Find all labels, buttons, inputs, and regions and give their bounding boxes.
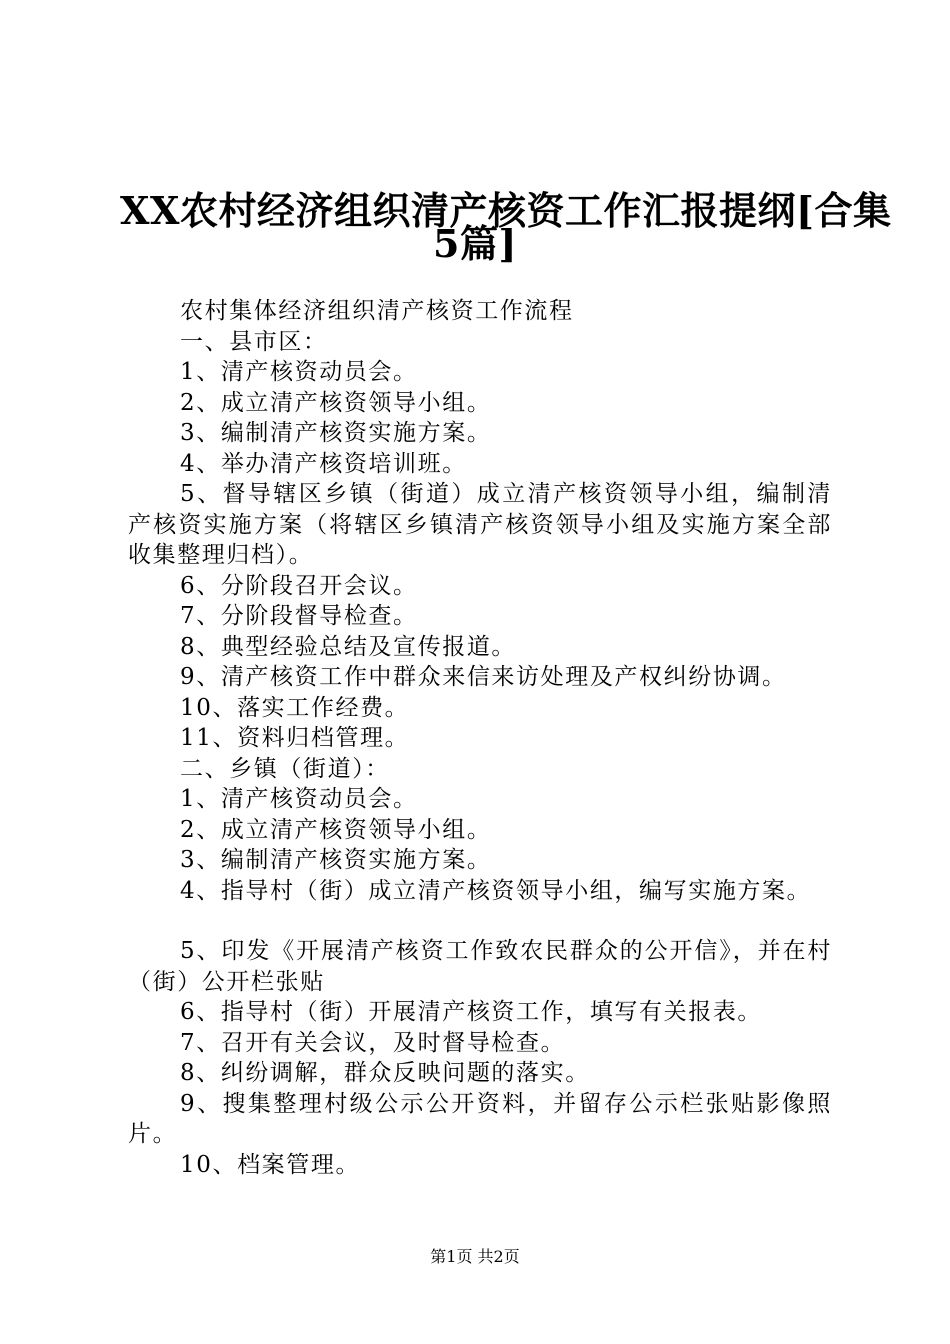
list-item: 6、指导村（街）开展清产核资工作，填写有关报表。 xyxy=(180,999,763,1025)
list-item: 11、资料归档管理。 xyxy=(180,725,410,751)
page-footer-indicator: 第1页 共2页 xyxy=(430,1247,520,1266)
list-item: 8、典型经验总结及宣传报道。 xyxy=(180,633,517,660)
list-item: 1、清产核资动员会。 xyxy=(180,359,418,385)
document-title-line-1: XX农村经济组织清产核资工作汇报提纲[合集 xyxy=(120,188,892,233)
document-title-line-2: 5篇] xyxy=(433,221,517,266)
list-item: 2、成立清产核资领导小组。 xyxy=(180,816,492,843)
list-item: 5、督导辖区乡镇（街道）成立清产核资领导小组，编制清产核资实施方案（将辖区乡镇清产核资领导小组及实施方案全部收集整理归档）。 xyxy=(128,481,832,568)
list-item: 8、纠纷调解，群众反映问题的落实。 xyxy=(180,1060,590,1086)
list-item: 7、召开有关会议，及时督导检查。 xyxy=(180,1029,566,1056)
section-heading-township: 二、乡镇（街道）： xyxy=(180,755,390,782)
list-item: 2、成立清产核资领导小组。 xyxy=(180,389,492,416)
list-item: 1、清产核资动员会。 xyxy=(180,786,418,812)
list-item: 6、分阶段召开会议。 xyxy=(180,572,418,599)
list-item: 10、档案管理。 xyxy=(180,1151,361,1178)
section-heading-county: 一、县市区： xyxy=(180,328,328,355)
paragraph-heading: 农村集体经济组织清产核资工作流程 xyxy=(180,298,574,324)
list-item: 7、分阶段督导检查。 xyxy=(180,603,418,629)
list-item: 3、编制清产核资实施方案。 xyxy=(180,847,492,873)
list-item: 4、指导村（街）成立清产核资领导小组，编写实施方案。 xyxy=(180,877,812,904)
document-body xyxy=(128,296,832,1180)
list-item: 4、举办清产核资培训班。 xyxy=(180,450,467,477)
list-item: 9、搜集整理村级公示公开资料，并留存公示栏张贴影像照片。 xyxy=(128,1090,832,1147)
list-item: 5、印发《开展清产核资工作致农民群众的公开信》，并在村（街）公开栏张贴 xyxy=(128,938,832,995)
list-item: 10、落实工作经费。 xyxy=(180,694,410,721)
list-item: 9、清产核资工作中群众来信来访处理及产权纠纷协调。 xyxy=(180,664,787,690)
list-item: 3、编制清产核资实施方案。 xyxy=(180,420,492,446)
